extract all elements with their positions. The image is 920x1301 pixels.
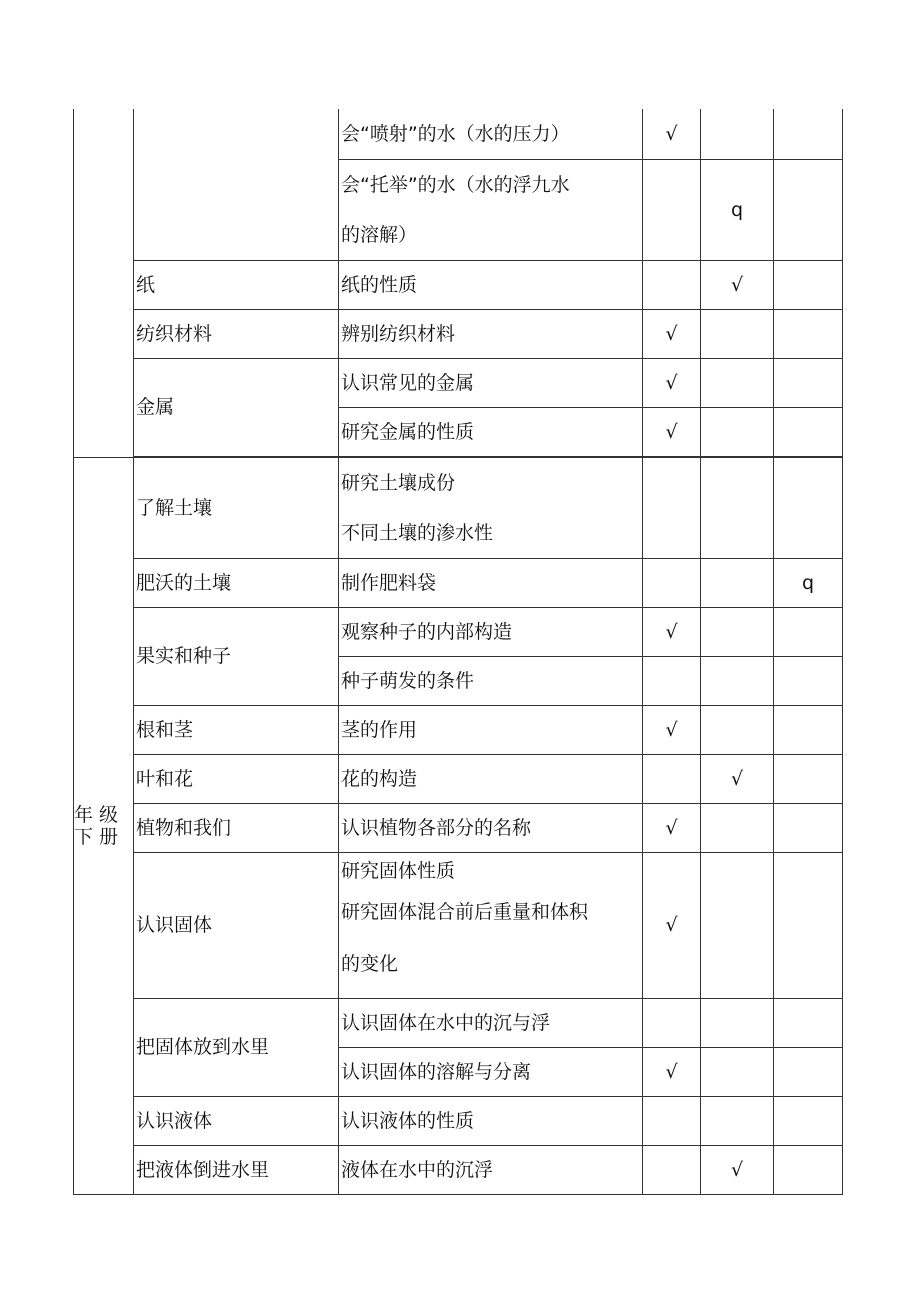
grade-cell-top	[74, 109, 134, 457]
table-row	[74, 803, 843, 852]
unit-text: 肥沃的土壤	[136, 571, 232, 594]
unit-text: 叶和花	[136, 767, 194, 790]
lesson-text: 种子萌发的条件	[341, 669, 475, 692]
unit-text: 纺织材料	[136, 322, 213, 345]
mark-cell	[701, 803, 774, 852]
unit-cell	[134, 457, 339, 558]
mark-cell: √	[643, 1047, 701, 1096]
unit-cell	[134, 754, 339, 803]
mark-cell	[774, 1096, 843, 1145]
lesson-cell	[339, 260, 643, 309]
mark-cell: √	[643, 705, 701, 754]
mark-cell: √	[643, 358, 701, 407]
lesson-cell	[339, 407, 643, 456]
unit-cell	[134, 358, 339, 456]
table-row	[74, 852, 843, 998]
mark-cell: √	[643, 407, 701, 456]
mark-cell	[701, 109, 774, 159]
unit-cell	[134, 260, 339, 309]
mark-cell	[643, 1096, 701, 1145]
lesson-cell	[339, 1145, 643, 1194]
unit-cell	[134, 852, 339, 998]
unit-cell	[134, 803, 339, 852]
mark-cell	[701, 1096, 774, 1145]
mark-cell: √	[643, 852, 701, 998]
table-row	[74, 558, 843, 607]
mark-cell: √	[643, 803, 701, 852]
lesson-text: 不同土壤的渗水性	[341, 521, 494, 544]
lesson-cell	[339, 607, 643, 656]
mark-cell: √	[643, 309, 701, 358]
curriculum-table	[73, 109, 843, 1195]
mark-cell	[774, 159, 843, 260]
table-row	[74, 457, 843, 558]
mark-cell: √	[701, 260, 774, 309]
mark-cell	[643, 159, 701, 260]
mark-cell	[774, 309, 843, 358]
unit-text: 金属	[136, 396, 175, 418]
mark-cell	[643, 754, 701, 803]
lesson-text: 认识常见的金属	[341, 371, 475, 394]
lesson-text: 研究固体混合前后重量和体积	[341, 901, 589, 923]
unit-text: 了解土壤	[136, 496, 213, 519]
mark-cell	[774, 109, 843, 159]
lesson-cell	[339, 998, 643, 1047]
lesson-text: 认识固体的溶解与分离	[341, 1060, 532, 1083]
unit-cell	[134, 998, 339, 1096]
unit-text: 植物和我们	[136, 816, 232, 839]
mark-cell	[774, 407, 843, 456]
table-row	[74, 998, 843, 1047]
mark-cell	[774, 754, 843, 803]
lesson-text: 制作肥料袋	[341, 571, 437, 594]
lesson-cell	[339, 558, 643, 607]
mark-cell	[701, 358, 774, 407]
lesson-text: 会“托举”的水（水的浮九水	[341, 173, 570, 196]
unit-cell	[134, 558, 339, 607]
table-row	[74, 358, 843, 407]
unit-text: 纸	[136, 273, 156, 296]
unit-cell	[134, 1096, 339, 1145]
mark-cell	[701, 656, 774, 705]
unit-cell	[134, 309, 339, 358]
mark-cell	[774, 705, 843, 754]
lesson-text: 的变化	[341, 953, 399, 975]
lesson-text: 的溶解）	[341, 223, 418, 246]
mark-cell	[643, 457, 701, 558]
unit-cell	[134, 1145, 339, 1194]
unit-text: 把固体放到水里	[136, 1036, 270, 1058]
lesson-cell	[339, 309, 643, 358]
lesson-text: 茎的作用	[341, 718, 418, 741]
mark-cell	[701, 457, 774, 558]
table-row	[74, 109, 843, 159]
mark-cell	[774, 803, 843, 852]
mark-cell	[643, 998, 701, 1047]
unit-text: 果实和种子	[136, 645, 232, 667]
unit-text: 认识固体	[136, 914, 213, 936]
mark-cell	[774, 457, 843, 558]
lesson-text: 纸的性质	[341, 273, 418, 296]
lesson-cell	[339, 109, 643, 159]
unit-cell	[134, 705, 339, 754]
mark-cell	[701, 852, 774, 998]
mark-cell	[701, 309, 774, 358]
mark-cell	[701, 607, 774, 656]
lesson-cell	[339, 656, 643, 705]
mark-cell	[774, 260, 843, 309]
mark-cell	[774, 1145, 843, 1194]
mark-cell	[643, 1145, 701, 1194]
mark-cell	[774, 607, 843, 656]
lesson-cell	[339, 1096, 643, 1145]
mark-cell: √	[643, 607, 701, 656]
table-row	[74, 1096, 843, 1145]
mark-cell: √	[643, 109, 701, 159]
lesson-text: 认识植物各部分的名称	[341, 816, 532, 839]
table-row	[74, 607, 843, 656]
mark-cell	[774, 852, 843, 998]
unit-cell	[134, 109, 339, 260]
lesson-cell	[339, 852, 643, 998]
lesson-cell	[339, 803, 643, 852]
lesson-text: 会“喷射”的水（水的压力）	[341, 122, 570, 145]
mark-cell	[701, 705, 774, 754]
lesson-cell	[339, 159, 643, 260]
lesson-text: 研究固体性质	[341, 860, 456, 882]
mark-cell: q	[701, 159, 774, 260]
mark-cell: √	[701, 754, 774, 803]
lesson-text: 研究土壤成份	[341, 471, 456, 494]
unit-text: 把液体倒进水里	[136, 1158, 270, 1181]
table-row	[74, 260, 843, 309]
lesson-text: 研究金属的性质	[341, 420, 475, 443]
mark-cell: √	[701, 1145, 774, 1194]
mark-cell	[643, 656, 701, 705]
lesson-text: 认识固体在水中的沉与浮	[341, 1011, 551, 1034]
mark-cell: q	[774, 558, 843, 607]
grade-label-line2: 下 册	[74, 825, 119, 848]
grade-label-line1: 年 级	[74, 803, 119, 826]
mark-cell	[774, 1047, 843, 1096]
table-row	[74, 754, 843, 803]
mark-cell	[774, 656, 843, 705]
lesson-text: 液体在水中的沉浮	[341, 1158, 494, 1181]
mark-cell	[701, 558, 774, 607]
grade-cell	[74, 457, 134, 1194]
unit-cell	[134, 607, 339, 705]
mark-cell	[701, 407, 774, 456]
mark-cell	[701, 998, 774, 1047]
lesson-text: 观察种子的内部构造	[341, 620, 513, 643]
mark-cell	[643, 260, 701, 309]
mark-cell	[774, 998, 843, 1047]
unit-text: 认识液体	[136, 1109, 213, 1132]
unit-text: 根和茎	[136, 718, 194, 741]
table-row	[74, 309, 843, 358]
lesson-cell	[339, 457, 643, 558]
lesson-cell	[339, 1047, 643, 1096]
lesson-text: 认识液体的性质	[341, 1109, 475, 1132]
lesson-cell	[339, 754, 643, 803]
mark-cell	[701, 1047, 774, 1096]
lesson-cell	[339, 358, 643, 407]
lesson-text: 花的构造	[341, 767, 418, 790]
lesson-cell	[339, 705, 643, 754]
mark-cell	[643, 558, 701, 607]
lesson-text: 辨别纺织材料	[341, 322, 456, 345]
table-row	[74, 1145, 843, 1194]
mark-cell	[774, 358, 843, 407]
table-row	[74, 705, 843, 754]
